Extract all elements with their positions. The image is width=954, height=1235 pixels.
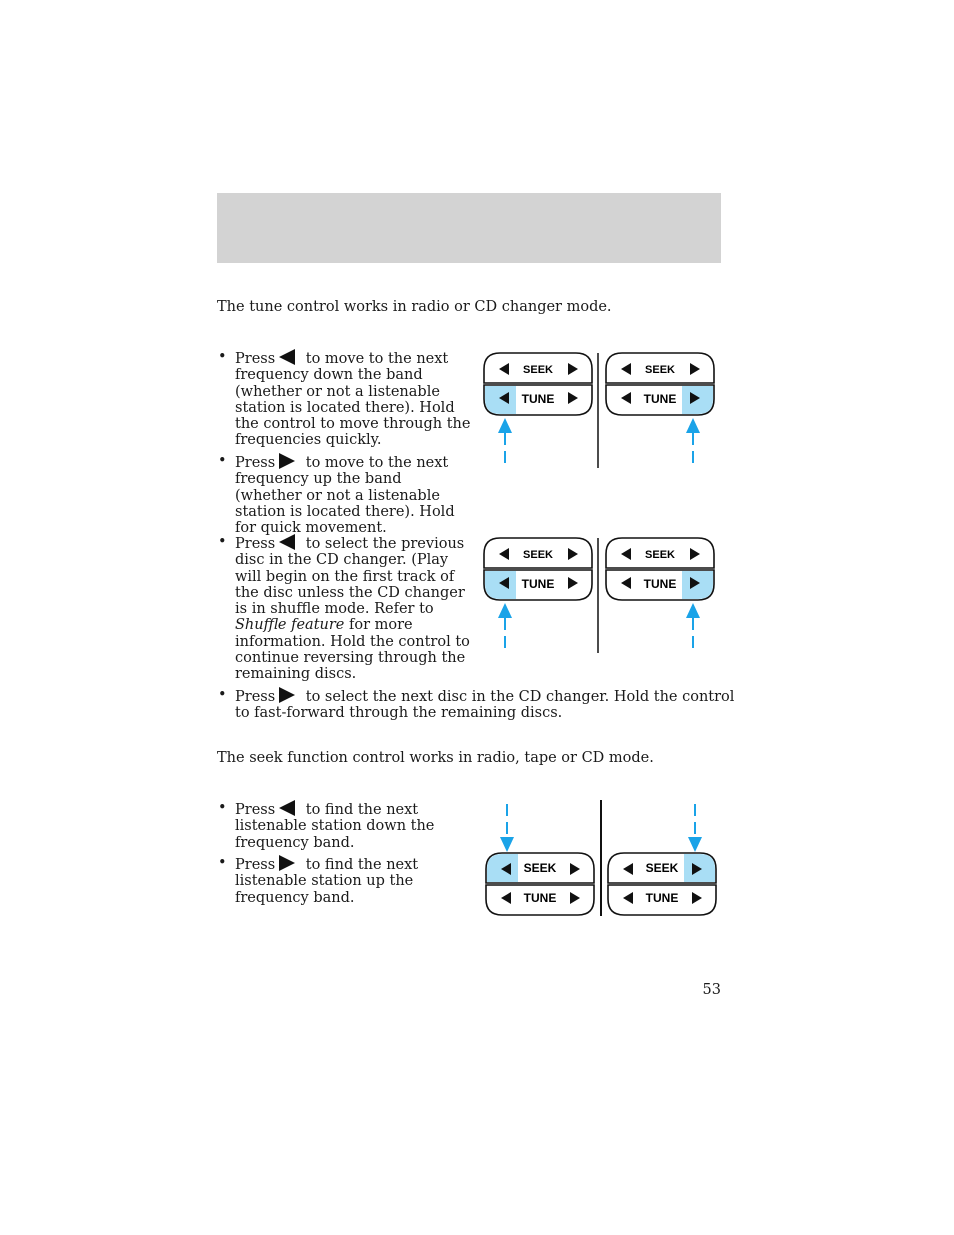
cd-previous-bullet: • Press to select the previous disc in the CD changer. (Play will begin on the first track of the disc unless the CD changer is in shuffle mode. Refer to Shuffle feature for more information. Hold the control to continue reversing through the remaining discs. xyxy=(218,534,470,683)
up-arrow-icon xyxy=(498,418,512,433)
seek-label: SEEK xyxy=(523,549,553,561)
up-arrow-icon xyxy=(686,603,700,618)
control-panel-right xyxy=(608,804,716,915)
bullet-text: disc in the CD changer. (Play will begin on the first track of the disc unless the CD changer is in shuffle mode. Refer to xyxy=(235,552,465,618)
control-panel-left xyxy=(484,353,592,466)
seek-label: SEEK xyxy=(645,549,675,561)
seek-label: SEEK xyxy=(645,861,679,875)
section-header-band xyxy=(217,193,721,263)
down-arrow-icon xyxy=(688,837,702,852)
control-panel-right xyxy=(606,353,714,466)
tune-label: TUNE xyxy=(645,891,679,905)
bullet-text: to select the next disc in the CD changer. Hold the control xyxy=(305,689,735,705)
bullet-text: listenable station up the frequency band. xyxy=(235,873,414,906)
control-panel-left xyxy=(484,538,592,651)
bullet-text: to find the next xyxy=(305,857,419,873)
press-label: Press xyxy=(235,689,276,705)
bullet-text: for more information. Hold the control to continue reversing through the remaining discs. xyxy=(235,617,470,683)
bullet-text: listenable station down the frequency band. xyxy=(235,818,435,851)
seek-label: SEEK xyxy=(645,364,675,376)
control-panel-right xyxy=(606,538,714,651)
tune-control-diagram xyxy=(478,348,723,473)
tune-label: TUNE xyxy=(523,891,557,905)
seek-control-diagram xyxy=(480,798,725,920)
shuffle-feature-reference: Shuffle feature xyxy=(235,617,345,634)
tune-label: TUNE xyxy=(521,392,555,406)
cd-next-bullet: • Press to select the next disc in the CD changer. Hold the control to fast-forward through the remaining discs. xyxy=(218,687,735,722)
left-triangle-icon xyxy=(279,349,295,365)
up-arrow-icon xyxy=(686,418,700,433)
left-triangle-icon xyxy=(279,534,295,550)
press-label: Press xyxy=(235,802,276,818)
tune-label: TUNE xyxy=(643,392,677,406)
seek-label: SEEK xyxy=(523,364,553,376)
tune-down-bullet: • Press to move to the next frequency down the band (whether or not a listenable station is located there). Hold the control to move through the frequencies quickly. xyxy=(218,349,471,449)
bullet-text: frequency down the band (whether or not a listenable station is located there). Hold the control to move through the frequencies quickly. xyxy=(235,367,471,449)
control-panel-left xyxy=(486,804,594,915)
right-triangle-icon xyxy=(279,855,295,871)
press-label: Press xyxy=(235,536,276,552)
page-number: 53 xyxy=(702,982,721,998)
up-arrow-icon xyxy=(498,603,512,618)
tune-label: TUNE xyxy=(521,577,555,591)
tune-label: TUNE xyxy=(643,577,677,591)
press-label: Press xyxy=(235,351,276,367)
bullet-text: to find the next xyxy=(305,802,419,818)
bullet-text: to select the previous xyxy=(305,536,465,552)
tune-up-bullet: • Press to move to the next frequency up the band (whether or not a listenable station is located there). Hold for quick movement. xyxy=(218,453,455,537)
bullet-text: to move to the next xyxy=(305,351,449,367)
seek-intro-text: The seek function control works in radio, tape or CD mode. xyxy=(217,750,654,766)
seek-down-bullet: • Press to find the next listenable station down the frequency band. xyxy=(218,800,435,851)
tune-intro-text: The tune control works in radio or CD changer mode. xyxy=(217,299,612,315)
press-label: Press xyxy=(235,857,276,873)
seek-up-bullet: • Press to find the next listenable station up the frequency band. xyxy=(218,855,419,906)
cd-tune-control-diagram xyxy=(478,533,723,658)
press-label: Press xyxy=(235,455,276,471)
down-arrow-icon xyxy=(500,837,514,852)
bullet-text: frequency up the band (whether or not a listenable station is located there). Hold for quick movement. xyxy=(235,471,455,537)
seek-label: SEEK xyxy=(523,861,557,875)
right-triangle-icon xyxy=(279,453,295,469)
left-triangle-icon xyxy=(279,800,295,816)
bullet-text: to fast-forward through the remaining discs. xyxy=(235,705,563,722)
right-triangle-icon xyxy=(279,687,295,703)
bullet-text: to move to the next xyxy=(305,455,449,471)
